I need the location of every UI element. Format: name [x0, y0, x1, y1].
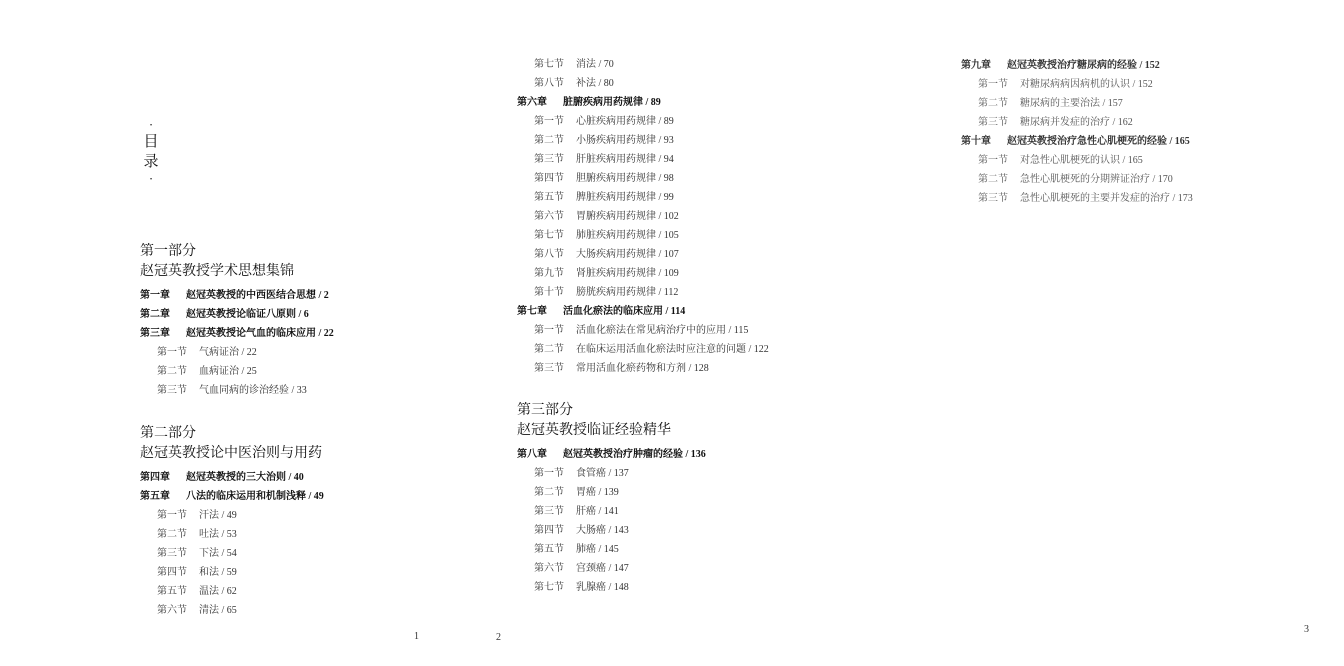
toc-section-entry [517, 188, 769, 207]
toc-section-entry [517, 578, 706, 597]
entry-title: 大肠疾病用药规律 / 107 [576, 249, 679, 260]
toc-section-entry [961, 170, 1193, 189]
entry-number: 第六节 [534, 211, 564, 222]
toc-column-2-part3 [517, 401, 706, 597]
toc-section-entry [517, 150, 769, 169]
toc-section-entry [961, 113, 1193, 132]
entry-title: 心脏疾病用药规律 / 89 [576, 116, 674, 127]
part-label: 第一部分 [140, 244, 196, 259]
toc-section-entry [517, 207, 769, 226]
entry-title: 脏腑疾病用药规律 / 89 [563, 97, 661, 108]
entry-number: 第五节 [157, 586, 187, 597]
entry-number: 第六节 [534, 563, 564, 574]
toc-chapter-entry [961, 56, 1193, 75]
toc-section-entry [517, 321, 769, 340]
entry-number: 第七节 [534, 230, 564, 241]
entry-title: 气病证治 / 22 [199, 347, 257, 358]
toc-chapter-entry [517, 93, 769, 112]
entry-title: 对糖尿病病因病机的认识 / 152 [1020, 79, 1153, 90]
toc-section-entry [517, 226, 769, 245]
part-label: 第三部分 [517, 403, 573, 418]
entry-title: 急性心肌梗死的分期辨证治疗 / 170 [1020, 174, 1173, 185]
toc-section-entry [961, 94, 1193, 113]
entry-title: 在临床运用活血化瘀法时应注意的问题 / 122 [576, 344, 769, 355]
entry-title: 糖尿病并发症的治疗 / 162 [1020, 117, 1133, 128]
entry-title: 补法 / 80 [576, 78, 614, 89]
entry-number: 第四节 [534, 173, 564, 184]
entry-title: 和法 / 59 [199, 567, 237, 578]
toc-section-entry [140, 525, 324, 544]
toc-section-entry [517, 131, 769, 150]
toc-chapter-entry [517, 445, 706, 464]
toc-section-entry [140, 563, 324, 582]
entry-title: 下法 / 54 [199, 548, 237, 559]
part-title: 赵冠英教授临证经验精华 [517, 423, 671, 438]
entry-title: 脾脏疾病用药规律 / 99 [576, 192, 674, 203]
entry-number: 第四章 [140, 472, 170, 483]
entry-number: 第七章 [517, 306, 547, 317]
entry-title: 对急性心肌梗死的认识 / 165 [1020, 155, 1143, 166]
toc-column-1 [140, 242, 334, 400]
title-dot-bottom: · [148, 171, 154, 186]
entry-title: 血病证治 / 25 [199, 366, 257, 377]
entry-number: 第一章 [140, 290, 170, 301]
page-number: 1 [414, 631, 419, 642]
entry-number: 第六节 [157, 605, 187, 616]
toc-section-entry [140, 506, 324, 525]
entry-number: 第二节 [157, 529, 187, 540]
entry-number: 第一节 [157, 347, 187, 358]
entry-number: 第三节 [157, 385, 187, 396]
toc-section-entry [517, 55, 769, 74]
entry-title: 活血化瘀法在常见病治疗中的应用 / 115 [576, 325, 749, 336]
toc-section-entry [961, 189, 1193, 208]
part-title: 赵冠英教授论中医治则与用药 [140, 446, 322, 461]
entry-title: 汗法 / 49 [199, 510, 237, 521]
entry-title: 温法 / 62 [199, 586, 237, 597]
toc-column-3 [961, 56, 1193, 208]
entry-number: 第二节 [534, 487, 564, 498]
entry-title: 肝脏疾病用药规律 / 94 [576, 154, 674, 165]
page-number: 3 [1304, 624, 1309, 635]
entry-number: 第二节 [157, 366, 187, 377]
entry-number: 第三节 [978, 117, 1008, 128]
entry-number: 第七节 [534, 59, 564, 70]
toc-column-1-part2 [140, 424, 324, 620]
toc-section-entry [517, 340, 769, 359]
entry-title: 赵冠英教授治疗急性心肌梗死的经验 / 165 [1007, 136, 1190, 147]
entry-number: 第一节 [534, 325, 564, 336]
entry-title: 食管癌 / 137 [576, 468, 629, 479]
entry-number: 第三节 [157, 548, 187, 559]
toc-chapter-entry [140, 286, 334, 305]
entry-number: 第一节 [157, 510, 187, 521]
entry-number: 第四节 [534, 525, 564, 536]
entry-title: 胃癌 / 139 [576, 487, 619, 498]
entry-title: 消法 / 70 [576, 59, 614, 70]
toc-chapter-entry [140, 468, 324, 487]
toc-section-entry [140, 362, 334, 381]
entry-title: 膀胱疾病用药规律 / 112 [576, 287, 679, 298]
toc-section-entry [140, 381, 334, 400]
toc-section-entry [961, 75, 1193, 94]
entry-number: 第三节 [534, 363, 564, 374]
entry-title: 肺脏疾病用药规律 / 105 [576, 230, 679, 241]
entry-title: 赵冠英教授的三大治则 / 40 [186, 472, 304, 483]
entry-number: 第二节 [978, 174, 1008, 185]
entry-number: 第八节 [534, 249, 564, 260]
entry-number: 第十节 [534, 287, 564, 298]
entry-title: 八法的临床运用和机制浅释 / 49 [186, 491, 324, 502]
toc-chapter-entry [140, 487, 324, 506]
toc-section-entry [517, 540, 706, 559]
entry-number: 第一节 [978, 155, 1008, 166]
entry-title: 清法 / 65 [199, 605, 237, 616]
toc-title [141, 118, 161, 186]
entry-title: 糖尿病的主要治法 / 157 [1020, 98, 1123, 109]
entry-number: 第三节 [534, 154, 564, 165]
entry-number: 第二章 [140, 309, 170, 320]
entry-title: 肝癌 / 141 [576, 506, 619, 517]
toc-section-entry [517, 169, 769, 188]
toc-list [140, 468, 324, 620]
entry-number: 第五节 [534, 192, 564, 203]
part-title: 赵冠英教授学术思想集锦 [140, 264, 294, 279]
entry-number: 第五章 [140, 491, 170, 502]
toc-section-entry [517, 502, 706, 521]
entry-number: 第七节 [534, 582, 564, 593]
toc-section-entry [517, 112, 769, 131]
toc-chapter-entry [140, 305, 334, 324]
toc-chapter-entry [140, 324, 334, 343]
entry-number: 第二节 [978, 98, 1008, 109]
toc-section-entry [517, 74, 769, 93]
toc-title-text: 目 录 [143, 134, 159, 170]
entry-number: 第三节 [534, 506, 564, 517]
toc-section-entry [517, 264, 769, 283]
entry-title: 胃腑疾病用药规律 / 102 [576, 211, 679, 222]
entry-number: 第九节 [534, 268, 564, 279]
entry-title: 肾脏疾病用药规律 / 109 [576, 268, 679, 279]
toc-section-entry [140, 343, 334, 362]
page-number: 2 [496, 632, 501, 643]
entry-title: 活血化瘀法的临床应用 / 114 [563, 306, 686, 317]
entry-title: 气血同病的诊治经验 / 33 [199, 385, 307, 396]
toc-list [517, 55, 769, 378]
entry-title: 急性心肌梗死的主要并发症的治疗 / 173 [1020, 193, 1193, 204]
toc-chapter-entry [961, 132, 1193, 151]
entry-number: 第五节 [534, 544, 564, 555]
toc-section-entry [517, 464, 706, 483]
entry-title: 肺癌 / 145 [576, 544, 619, 555]
toc-column-2 [517, 55, 769, 378]
entry-number: 第三节 [978, 193, 1008, 204]
entry-title: 赵冠英教授论临证八原则 / 6 [186, 309, 309, 320]
entry-number: 第一节 [978, 79, 1008, 90]
entry-number: 第三章 [140, 328, 170, 339]
entry-number: 第一节 [534, 116, 564, 127]
entry-title: 大肠癌 / 143 [576, 525, 629, 536]
toc-section-entry [140, 582, 324, 601]
entry-title: 赵冠英教授的中西医结合思想 / 2 [186, 290, 329, 301]
toc-section-entry [961, 151, 1193, 170]
toc-section-entry [517, 245, 769, 264]
entry-number: 第八节 [534, 78, 564, 89]
toc-list [517, 445, 706, 597]
entry-number: 第四节 [157, 567, 187, 578]
toc-list [961, 56, 1193, 208]
entry-title: 赵冠英教授治疗糖尿病的经验 / 152 [1007, 60, 1160, 71]
part-label: 第二部分 [140, 426, 196, 441]
entry-number: 第六章 [517, 97, 547, 108]
entry-number: 第二节 [534, 344, 564, 355]
entry-title: 乳腺癌 / 148 [576, 582, 629, 593]
entry-number: 第八章 [517, 449, 547, 460]
toc-section-entry [517, 559, 706, 578]
toc-section-entry [517, 521, 706, 540]
toc-section-entry [517, 483, 706, 502]
entry-number: 第二节 [534, 135, 564, 146]
entry-title: 吐法 / 53 [199, 529, 237, 540]
entry-title: 赵冠英教授治疗肿瘤的经验 / 136 [563, 449, 706, 460]
toc-section-entry [140, 544, 324, 563]
entry-title: 胆腑疾病用药规律 / 98 [576, 173, 674, 184]
entry-number: 第十章 [961, 136, 991, 147]
entry-title: 常用活血化瘀药物和方剂 / 128 [576, 363, 709, 374]
entry-title: 赵冠英教授论气血的临床应用 / 22 [186, 328, 334, 339]
toc-section-entry [517, 283, 769, 302]
toc-list [140, 286, 334, 400]
entry-title: 宫颈癌 / 147 [576, 563, 629, 574]
title-dot-top: · [148, 117, 154, 132]
toc-section-entry [140, 601, 324, 620]
toc-chapter-entry [517, 302, 769, 321]
entry-number: 第一节 [534, 468, 564, 479]
entry-title: 小肠疾病用药规律 / 93 [576, 135, 674, 146]
toc-section-entry [517, 359, 769, 378]
entry-number: 第九章 [961, 60, 991, 71]
